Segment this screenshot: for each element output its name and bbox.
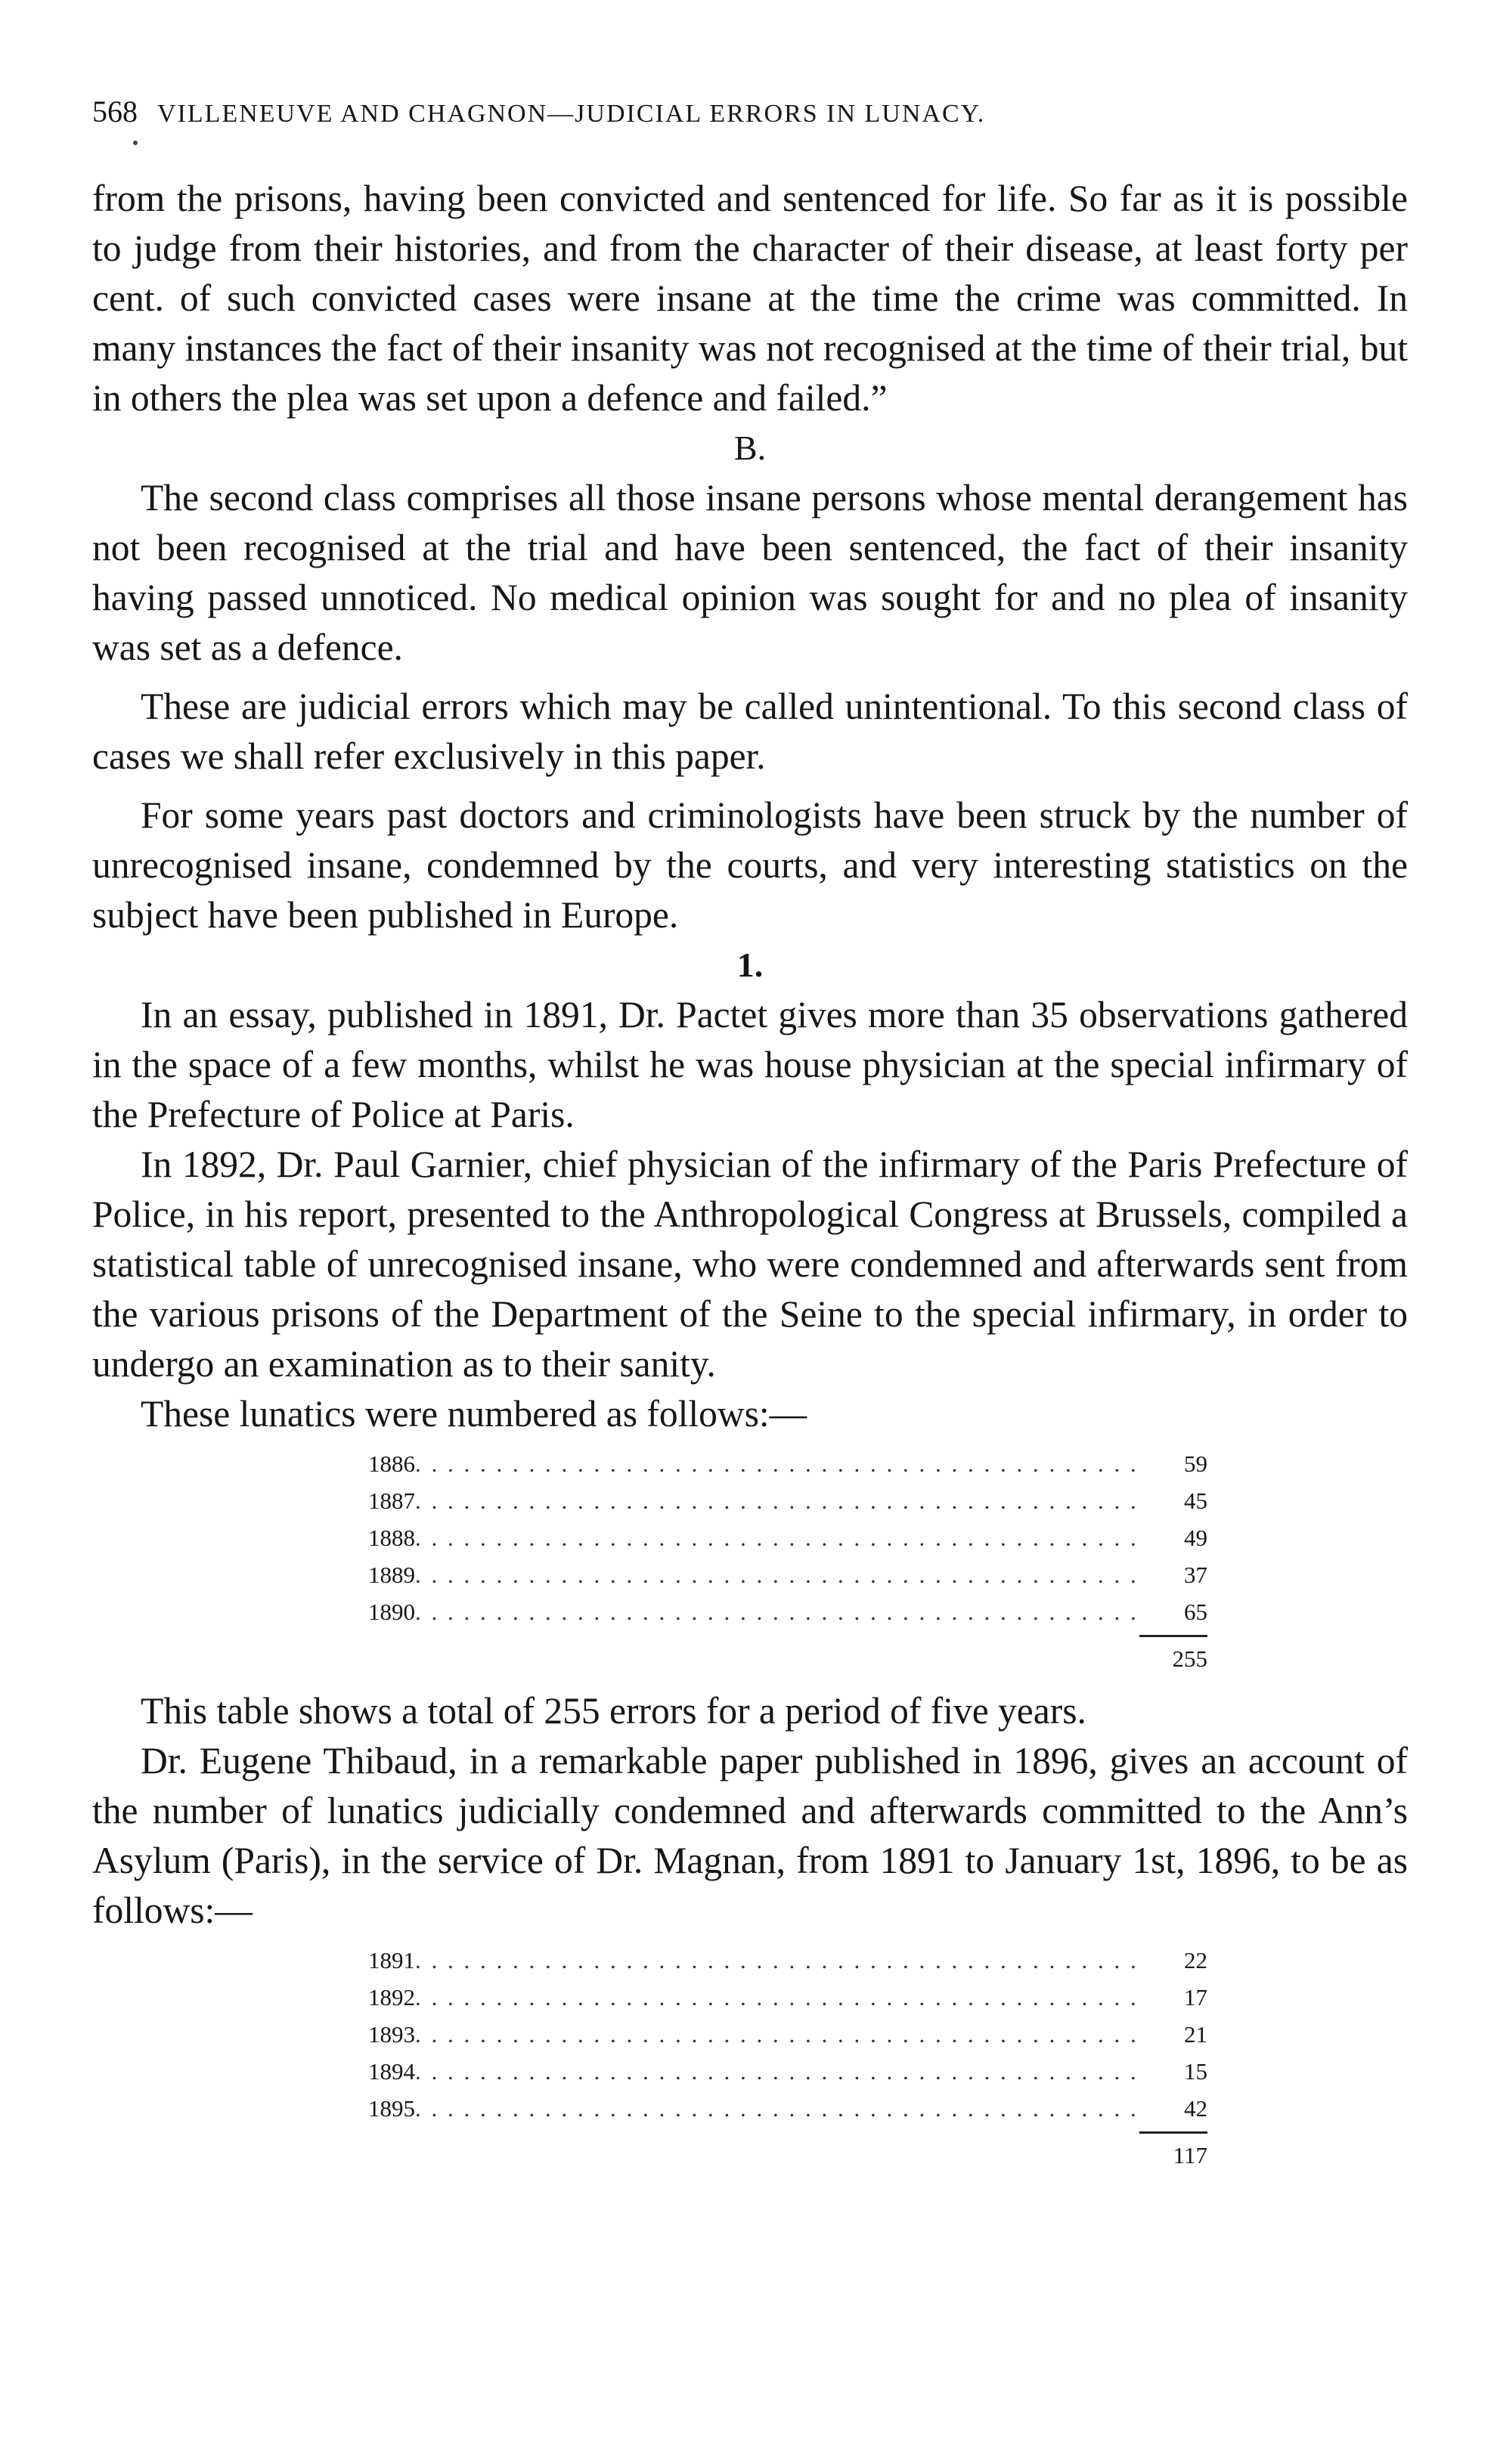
paragraph: The second class comprises all those insane persons whose mental derangement has not been recognised at the trial and have been sentenced, the fact of their insanity having passed unnoticed. No medical opinion was sought for and no plea of insanity was set as a defence. bbox=[92, 477, 1408, 668]
table-year: 1893 bbox=[368, 2021, 415, 2048]
table-year: 1886 bbox=[368, 1450, 415, 1477]
dot-leader bbox=[415, 1942, 1139, 1979]
table-year: 1887 bbox=[368, 1487, 415, 1514]
section-heading-1: 1. bbox=[736, 946, 764, 984]
dot-leader bbox=[415, 1445, 1139, 1482]
dot-leader bbox=[415, 1519, 1139, 1556]
dot-leader bbox=[415, 1593, 1139, 1630]
paragraph: For some years past doctors and criminologists have been struck by the number of unrecognised insane, condemned by the courts, and very interesting statistics on the subject have been published in Europe. bbox=[92, 794, 1408, 936]
table-value: 22 bbox=[1184, 1947, 1207, 1973]
table-total-row bbox=[368, 2131, 1207, 2174]
table-total: 117 bbox=[1139, 2131, 1207, 2174]
dot-leader bbox=[415, 2053, 1139, 2090]
table-row bbox=[368, 1593, 1207, 1630]
paragraph: These lunatics were numbered as follows:— bbox=[141, 1393, 807, 1435]
ink-speck bbox=[133, 141, 138, 145]
table-row bbox=[368, 2053, 1207, 2090]
section-heading-b: B. bbox=[733, 429, 767, 467]
paragraph: These are judicial errors which may be called unintentional. To this second class of cases we shall refer exclusively in this paper. bbox=[92, 686, 1408, 777]
table-year: 1888 bbox=[368, 1525, 415, 1551]
paragraph: In an essay, published in 1891, Dr. Pactet gives more than 35 observations gathered in the space of a few months, whilst he was house physician at the special infirmary of the Prefecture of Police at Paris. bbox=[92, 994, 1408, 1135]
table-value: 59 bbox=[1184, 1450, 1207, 1477]
table-year: 1892 bbox=[368, 1984, 415, 2011]
table-row bbox=[368, 1519, 1207, 1556]
table-total: 255 bbox=[1139, 1635, 1207, 1677]
running-title: VILLENEUVE AND CHAGNON—JUDICIAL ERRORS IN LUNACY. bbox=[157, 100, 986, 128]
table-value: 15 bbox=[1184, 2058, 1207, 2085]
paragraph: This table shows a total of 255 errors for a period of five years. bbox=[141, 1690, 1086, 1732]
table-row bbox=[368, 1979, 1207, 2016]
table-value: 65 bbox=[1184, 1599, 1207, 1625]
table-row bbox=[368, 1942, 1207, 1979]
paragraph: In 1892, Dr. Paul Garnier, chief physician of the infirmary of the Paris Prefecture of Police, in his report, presented to the Anthropological Congress at Brussels, compiled a statistical table of unrecognised insane, who were condemned and afterwards sent from the various prisons of the Department of the Seine to the special infirmary, in order to undergo an examination as to their sanity. bbox=[92, 1144, 1408, 1385]
dot-leader bbox=[415, 1556, 1139, 1593]
dot-leader bbox=[415, 2090, 1139, 2127]
page-number: 568 bbox=[92, 94, 138, 128]
table-year: 1889 bbox=[368, 1562, 415, 1588]
table-value: 42 bbox=[1184, 2095, 1207, 2122]
statistics-table-1891-1895 bbox=[368, 1942, 1207, 2174]
table-year: 1890 bbox=[368, 1599, 415, 1625]
table-row bbox=[368, 2016, 1207, 2053]
table-value: 45 bbox=[1184, 1487, 1207, 1514]
table-value: 17 bbox=[1184, 1984, 1207, 2011]
running-header bbox=[92, 94, 1408, 129]
paragraph-continued: from the prisons, having been convicted and sentenced for life. So far as it is possible to judge from their histories, and from the character of their disease, at least forty per cent. of such convicted cases were insane at the time the crime was committed. In many instances the fact of their insanity was not recognised at the time of their trial, but in others the plea was set upon a defence and failed.” bbox=[92, 178, 1408, 419]
table-total-row bbox=[368, 1635, 1207, 1677]
table-value: 49 bbox=[1184, 1525, 1207, 1551]
dot-leader bbox=[415, 1482, 1139, 1519]
table-row bbox=[368, 2090, 1207, 2127]
table-year: 1895 bbox=[368, 2095, 415, 2122]
table-row bbox=[368, 1445, 1207, 1482]
statistics-table-1886-1890 bbox=[368, 1445, 1207, 1677]
table-value: 37 bbox=[1184, 1562, 1207, 1588]
page-body bbox=[92, 174, 1408, 2174]
paragraph: Dr. Eugene Thibaud, in a remarkable paper published in 1896, gives an account of the number of lunatics judicially condemned and afterwards committed to the Ann’s Asylum (Paris), in the service of Dr. Magnan, from 1891 to January 1st, 1896, to be as follows:— bbox=[92, 1740, 1408, 1931]
dot-leader bbox=[415, 1979, 1139, 2016]
dot-leader bbox=[415, 2016, 1139, 2053]
table-year: 1891 bbox=[368, 1947, 415, 1973]
table-row bbox=[368, 1556, 1207, 1593]
table-value: 21 bbox=[1184, 2021, 1207, 2048]
table-year: 1894 bbox=[368, 2058, 415, 2085]
table-row bbox=[368, 1482, 1207, 1519]
